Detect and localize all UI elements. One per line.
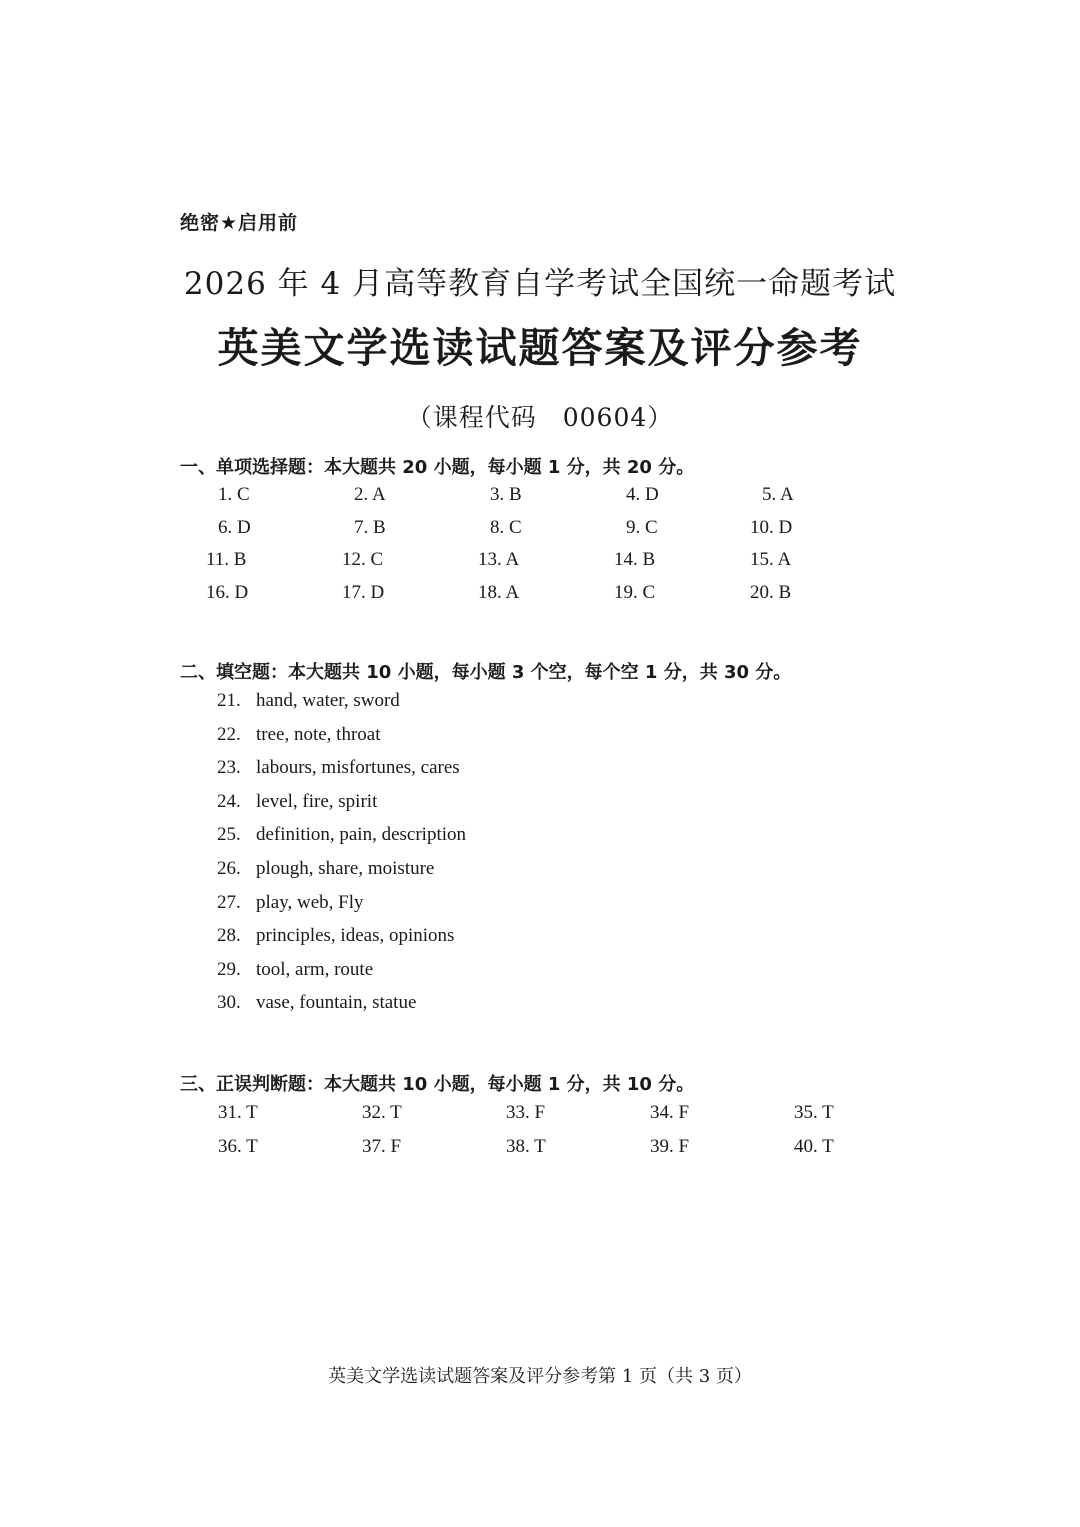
answer-item: 18. A — [478, 582, 520, 604]
item-number: 28. — [217, 925, 241, 947]
item-number: 25. — [217, 824, 241, 846]
answer-item: 39. F — [650, 1136, 690, 1157]
list-item — [217, 757, 466, 791]
item-answer: labours, misfortunes, cares — [256, 757, 460, 779]
answer-item: 7. B — [354, 516, 386, 538]
list-item — [217, 858, 466, 892]
answer-item: 37. F — [362, 1136, 402, 1157]
item-number: 21. — [217, 690, 241, 711]
list-item — [217, 925, 466, 959]
item-number: 27. — [217, 891, 241, 913]
answer-item: 9. C — [626, 516, 658, 538]
answer-item: 13. A — [478, 549, 520, 571]
answer-item: 40. T — [794, 1136, 834, 1157]
item-number: 22. — [217, 723, 241, 745]
item-number: 24. — [217, 790, 241, 812]
item-answer: definition, pain, description — [256, 824, 467, 846]
exam-title: 2026 年 4 月高等教育自学考试全国统一命题考试 — [183, 266, 897, 302]
list-item — [217, 724, 466, 758]
answer-item: 35. T — [794, 1102, 834, 1123]
list-item — [217, 892, 466, 926]
answer-item: 4. D — [626, 484, 659, 505]
item-number: 29. — [217, 958, 241, 980]
answer-item: 33. F — [506, 1102, 546, 1123]
true-false-answers — [218, 1102, 938, 1170]
secret-mark: 绝密★启用前 — [180, 212, 299, 234]
item-answer: level, fire, spirit — [256, 790, 378, 812]
answer-item: 17. D — [342, 582, 385, 604]
page-footer: 英美文学选读试题答案及评分参考第 1 页（共 3 页） — [328, 1366, 752, 1387]
item-answer: tool, arm, route — [256, 958, 374, 980]
answer-item: 16. D — [206, 582, 249, 604]
list-item — [217, 690, 466, 724]
item-number: 23. — [217, 757, 241, 779]
list-item — [217, 992, 466, 1026]
answer-item: 5. A — [762, 484, 794, 505]
item-answer: principles, ideas, opinions — [256, 925, 455, 947]
answer-item: 31. T — [218, 1102, 258, 1123]
course-code: （课程代码 00604） — [406, 403, 674, 432]
answer-item: 20. B — [750, 582, 792, 604]
answer-item: 6. D — [218, 516, 251, 538]
item-number: 26. — [217, 857, 241, 879]
section-heading-multiple-choice: 一、单项选择题：本大题共 20 小题，每小题 1 分，共 20 分。 — [180, 457, 695, 478]
answer-item: 12. C — [342, 549, 384, 571]
answer-item: 11. B — [206, 549, 247, 571]
page-title: 英美文学选读试题答案及评分参考 — [217, 324, 863, 372]
item-answer: hand, water, sword — [256, 690, 400, 711]
answer-item: 8. C — [490, 516, 522, 538]
fill-in-answers — [217, 690, 466, 1026]
section-heading-fill-in: 二、填空题：本大题共 10 小题，每小题 3 个空，每个空 1 分，共 30 分。 — [180, 662, 792, 683]
answer-item: 36. T — [218, 1136, 258, 1157]
answer-item: 2. A — [354, 484, 386, 505]
answer-item: 3. B — [490, 484, 522, 505]
answer-item: 38. T — [506, 1136, 546, 1157]
item-number: 30. — [217, 992, 241, 1014]
answer-item: 10. D — [750, 516, 793, 538]
section-heading-true-false: 三、正误判断题：本大题共 10 小题，每小题 1 分，共 10 分。 — [180, 1074, 695, 1095]
answer-item: 19. C — [614, 582, 656, 604]
answer-item: 32. T — [362, 1102, 402, 1123]
list-item — [217, 791, 466, 825]
list-item — [217, 824, 466, 858]
item-answer: play, web, Fly — [256, 891, 364, 913]
answer-item: 14. B — [614, 549, 656, 571]
answer-item: 1. C — [218, 484, 250, 505]
answer-item: 34. F — [650, 1102, 690, 1123]
item-answer: plough, share, moisture — [256, 857, 435, 879]
answer-item: 15. A — [750, 549, 792, 571]
multiple-choice-answers — [206, 484, 886, 615]
list-item — [217, 959, 466, 993]
item-answer: tree, note, throat — [256, 723, 381, 745]
item-answer: vase, fountain, statue — [256, 992, 417, 1014]
